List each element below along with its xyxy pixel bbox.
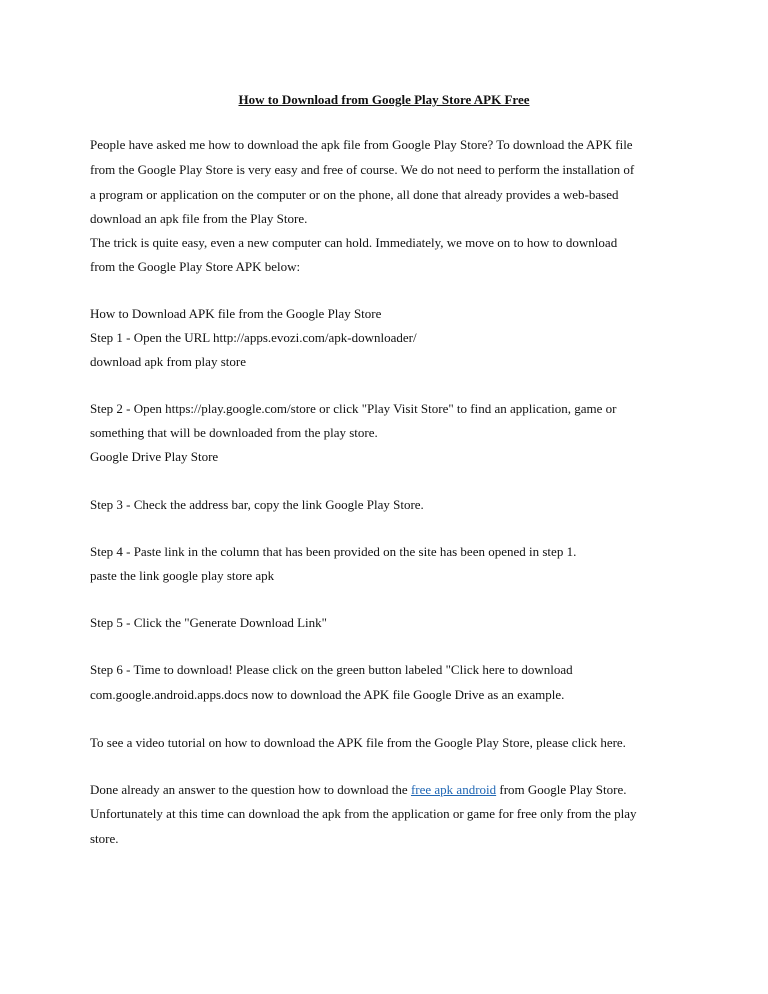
document-title: How to Download from Google Play Store APK Free xyxy=(238,92,530,107)
image-caption: Google Drive Play Store xyxy=(90,449,219,464)
image-caption: paste the link google play store apk xyxy=(90,568,275,583)
closing-line-2: Unfortunately at this time can download the apk from the application or game for free only from the play xyxy=(90,806,637,821)
closing-text-after-link: from Google Play Store. xyxy=(496,782,627,797)
step-2-text-continued: something that will be downloaded from the play store. xyxy=(90,425,378,440)
closing-text-before-link: Done already an answer to the question how to download the xyxy=(90,782,411,797)
step-2-text: Step 2 - Open https://play.google.com/store or click "Play Visit Store" to find an application, game or xyxy=(90,401,617,416)
step-6-text: Step 6 - Time to download! Please click on the green button labeled "Click here to download xyxy=(90,662,573,677)
step-6-text-continued: com.google.android.apps.docs now to download the APK file Google Drive as an example. xyxy=(90,687,565,702)
section-heading: How to Download APK file from the Google Play Store xyxy=(90,306,382,321)
image-caption: download apk from play store xyxy=(90,354,246,369)
paragraph-line: The trick is quite easy, even a new computer can hold. Immediately, we move on to how to download xyxy=(90,235,618,250)
closing-line-3: store. xyxy=(90,831,119,846)
closing-line xyxy=(90,781,626,799)
free-apk-android-link[interactable]: free apk android xyxy=(410,782,497,797)
step-1-text: Step 1 - Open the URL http://apps.evozi.com/apk-downloader/ xyxy=(90,330,417,345)
video-tutorial-text: To see a video tutorial on how to download the APK file from the Google Play Store, please click here. xyxy=(90,735,626,750)
step-3-text: Step 3 - Check the address bar, copy the link Google Play Store. xyxy=(90,497,424,512)
paragraph-line: from the Google Play Store APK below: xyxy=(90,259,301,274)
paragraph-line: download an apk file from the Play Store. xyxy=(90,211,308,226)
paragraph-line: a program or application on the computer or on the phone, all done that already provides a web-based xyxy=(90,187,619,202)
paragraph-line: from the Google Play Store is very easy and free of course. We do not need to perform the installation of xyxy=(90,162,635,177)
step-4-text: Step 4 - Paste link in the column that has been provided on the site has been opened in step 1. xyxy=(90,544,577,559)
step-5-text: Step 5 - Click the "Generate Download Link" xyxy=(90,615,327,630)
paragraph-line: People have asked me how to download the apk file from Google Play Store? To download the APK file xyxy=(90,137,633,152)
